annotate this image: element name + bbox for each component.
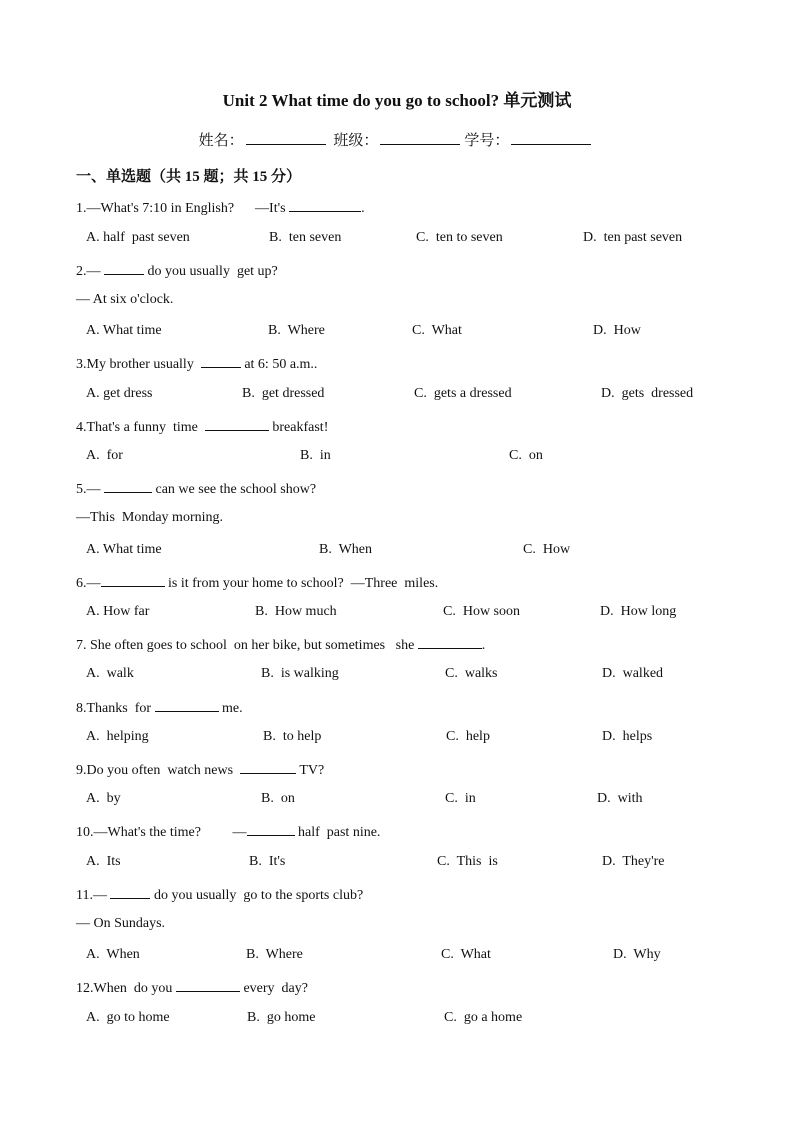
question-10: 10.—What's the time? — half past nine.: [76, 822, 380, 841]
student-info-row: [0, 129, 794, 150]
option-a[interactable]: A. helping: [86, 729, 149, 744]
option-a[interactable]: A. What time: [86, 542, 162, 557]
question-12: 12.When do you every day?: [76, 978, 308, 997]
question-4: 4.That's a funny time breakfast!: [76, 417, 328, 436]
options-6: [86, 604, 726, 624]
answer-blank[interactable]: [110, 885, 150, 899]
answer-blank[interactable]: [289, 198, 361, 212]
answer-blank[interactable]: [240, 760, 296, 774]
answer-blank[interactable]: [101, 573, 165, 587]
option-b[interactable]: B. Where: [268, 323, 325, 338]
id-label: 学号：: [464, 133, 510, 149]
option-b[interactable]: B. It's: [249, 854, 286, 869]
option-c[interactable]: C. in: [445, 791, 476, 806]
options-3: [86, 386, 726, 406]
question-6: 6.— is it from your home to school? —Three miles.: [76, 573, 438, 592]
option-c[interactable]: C. gets a dressed: [414, 386, 512, 401]
option-a[interactable]: A. go to home: [86, 1010, 170, 1025]
answer-blank[interactable]: [176, 978, 240, 992]
question-11: 11.— do you usually go to the sports club?: [76, 885, 363, 904]
option-c[interactable]: C. This is: [437, 854, 498, 869]
option-b[interactable]: B. go home: [247, 1010, 316, 1025]
answer-blank[interactable]: [155, 698, 219, 712]
option-c[interactable]: C. What: [441, 947, 491, 962]
option-b[interactable]: B. ten seven: [269, 230, 342, 245]
question-5-line-2: —This Monday morning.: [76, 510, 223, 525]
answer-blank[interactable]: [104, 261, 144, 275]
question-2: 2.— do you usually get up?: [76, 261, 278, 280]
option-a[interactable]: A. get dress: [86, 386, 153, 401]
class-blank[interactable]: [380, 130, 460, 145]
option-d[interactable]: D. How long: [600, 604, 677, 619]
option-c[interactable]: C. on: [509, 448, 543, 463]
question-2-line-2: — At six o'clock.: [76, 292, 174, 307]
option-a[interactable]: A. for: [86, 448, 123, 463]
question-8: 8.Thanks for me.: [76, 698, 243, 717]
option-a[interactable]: A. Its: [86, 854, 121, 869]
options-7: [86, 666, 726, 686]
option-c[interactable]: C. How: [523, 542, 571, 557]
options-5: [86, 542, 726, 562]
name-label: 姓名：: [198, 133, 244, 149]
options-8: [86, 729, 726, 749]
options-4: [86, 448, 726, 468]
option-a[interactable]: A. walk: [86, 666, 134, 681]
answer-blank[interactable]: [418, 635, 482, 649]
option-a[interactable]: A. When: [86, 947, 140, 962]
question-9: 9.Do you often watch news TV?: [76, 760, 324, 779]
option-d[interactable]: D. ten past seven: [583, 230, 683, 245]
options-1: [86, 230, 726, 250]
options-10: [86, 854, 726, 874]
option-b[interactable]: B. in: [300, 448, 331, 463]
option-a[interactable]: A. What time: [86, 323, 162, 338]
options-2: [86, 323, 726, 343]
option-a[interactable]: A. How far: [86, 604, 150, 619]
answer-blank[interactable]: [104, 479, 152, 493]
option-d[interactable]: D. Why: [613, 947, 661, 962]
id-blank[interactable]: [511, 130, 591, 145]
option-d[interactable]: D. helps: [602, 729, 653, 744]
option-c[interactable]: C. ten to seven: [416, 230, 503, 245]
option-b[interactable]: B. Where: [246, 947, 303, 962]
option-c[interactable]: C. How soon: [443, 604, 521, 619]
option-d[interactable]: D. with: [597, 791, 643, 806]
page-title: Unit 2 What time do you go to school? 单元测试: [222, 91, 572, 110]
question-7: 7. She often goes to school on her bike, but sometimes she .: [76, 635, 485, 654]
options-9: [86, 791, 726, 811]
option-b[interactable]: B. How much: [255, 604, 337, 619]
option-a[interactable]: A. half past seven: [86, 230, 190, 245]
option-b[interactable]: B. When: [319, 542, 373, 557]
option-c[interactable]: C. go a home: [444, 1010, 523, 1025]
answer-blank[interactable]: [247, 822, 295, 836]
option-b[interactable]: B. to help: [263, 729, 322, 744]
answer-blank[interactable]: [205, 417, 269, 431]
answer-blank[interactable]: [201, 354, 241, 368]
option-b[interactable]: B. is walking: [261, 666, 339, 681]
option-d[interactable]: D. How: [593, 323, 641, 338]
name-blank[interactable]: [246, 130, 326, 145]
option-b[interactable]: B. get dressed: [242, 386, 325, 401]
options-12: [86, 1010, 726, 1030]
question-3: 3.My brother usually at 6: 50 a.m..: [76, 354, 317, 373]
option-c[interactable]: C. walks: [445, 666, 498, 681]
section-title: 一、单选题（共 15 题；共 15 分）: [76, 169, 302, 185]
option-d[interactable]: D. walked: [602, 666, 664, 681]
question-5: 5.— can we see the school show?: [76, 479, 316, 498]
option-b[interactable]: B. on: [261, 791, 295, 806]
class-label: 班级：: [333, 133, 379, 149]
question-11-line-2: — On Sundays.: [76, 916, 166, 931]
option-c[interactable]: C. help: [446, 729, 490, 744]
option-a[interactable]: A. by: [86, 791, 121, 806]
question-1: 1.—What's 7:10 in English? —It's .: [76, 198, 365, 217]
option-c[interactable]: C. What: [412, 323, 462, 338]
option-d[interactable]: D. gets dressed: [601, 386, 694, 401]
option-d[interactable]: D. They're: [602, 854, 665, 869]
options-11: [86, 947, 726, 967]
